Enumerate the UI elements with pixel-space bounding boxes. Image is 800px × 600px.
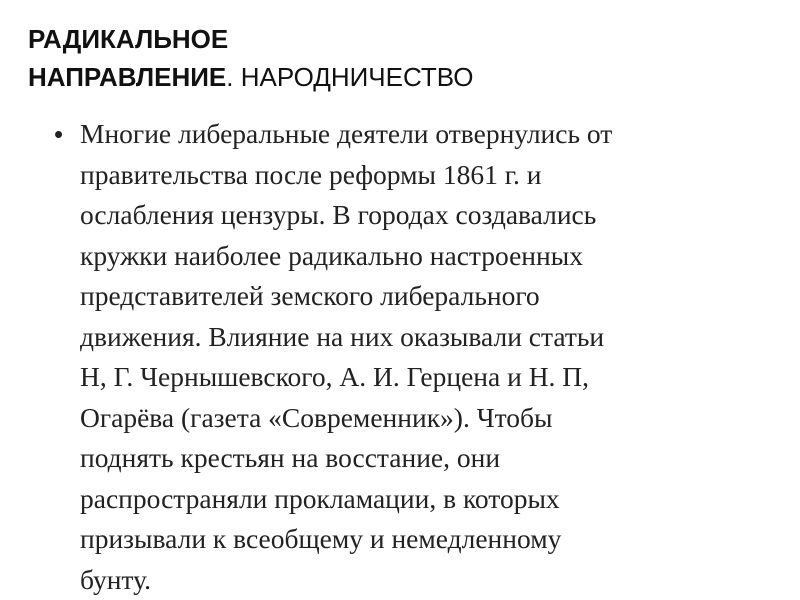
bullet-text-line: кружки наиболее радикально настроенных: [80, 239, 583, 271]
title-line-2-rest: . НАРОДНИЧЕСТВО: [226, 62, 474, 92]
bullet-text-line: представителей земского либерального: [80, 280, 540, 311]
bullet-text-line: бунту.: [80, 563, 151, 595]
bullet-text-line: распространяли прокламации, в которых: [80, 482, 560, 514]
bullet-text-line: Огарёва (газета «Современник»). Чтобы: [80, 401, 553, 433]
bullet-text-line: призывали к всеобщему и немедленному: [80, 523, 562, 554]
bullet-text-line: Многие либеральные деятели отвернулись от: [80, 118, 613, 149]
bullet-marker-icon: •: [54, 119, 64, 149]
slide-title: [28, 20, 768, 96]
bullet-text-line: движения. Влияние на них оказывали статьи: [80, 320, 605, 352]
bullet-text-line: ослабления цензуры. В городах создавались: [80, 199, 597, 230]
title-line-1: РАДИКАЛЬНОЕ: [28, 24, 229, 54]
title-line-2: [28, 58, 768, 96]
bullet-text-line: Н, Г. Чернышевского, А. И. Герцена и Н. П,: [80, 361, 590, 392]
bullet-text: [80, 114, 788, 600]
bullet-text-line: поднять крестьян на восстание, они: [80, 442, 501, 473]
bullet-text-line: правительства после реформы 1861 г. и: [80, 158, 542, 190]
bullet-list: [48, 114, 788, 600]
title-line-2-bold: НАПРАВЛЕНИЕ: [28, 62, 227, 92]
bullet-item: [48, 114, 788, 600]
